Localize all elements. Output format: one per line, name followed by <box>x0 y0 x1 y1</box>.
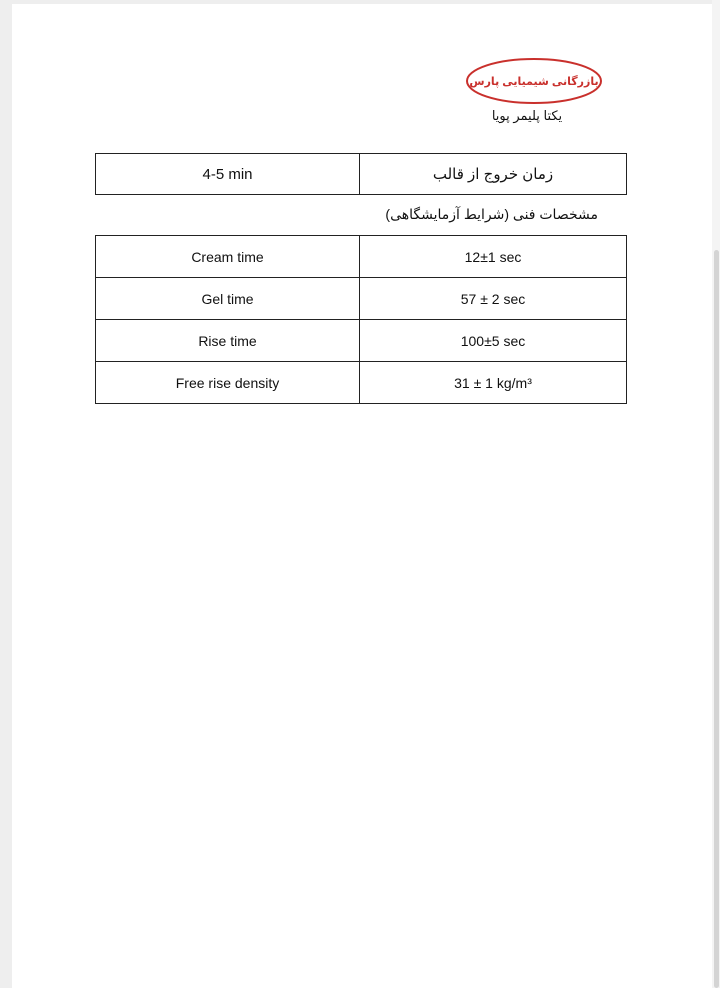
spec-label: Rise time <box>96 320 360 362</box>
document-page <box>12 4 712 988</box>
spec-label: Free rise density <box>96 362 360 404</box>
table-row <box>96 154 627 195</box>
specs-table <box>95 235 627 404</box>
spec-value: 31 ± 1 kg/m³ <box>360 362 627 404</box>
table-row <box>96 236 627 278</box>
spec-label: Gel time <box>96 278 360 320</box>
spec-label: Cream time <box>96 236 360 278</box>
table-row <box>96 362 627 404</box>
table-row <box>96 320 627 362</box>
specs-heading: مشخصات فنی (شرایط آزمایشگاهی) <box>385 206 598 222</box>
demolding-table <box>95 153 627 195</box>
company-name: یکتا پلیمر پویا <box>491 108 563 123</box>
company-stamp <box>465 57 603 105</box>
scrollbar-track[interactable] <box>712 0 720 988</box>
demolding-label: زمان خروج از قالب <box>360 154 627 195</box>
table-row <box>96 278 627 320</box>
spec-value: 12±1 sec <box>360 236 627 278</box>
spec-value: 100±5 sec <box>360 320 627 362</box>
scrollbar-thumb[interactable] <box>714 250 719 988</box>
spec-value: 57 ± 2 sec <box>360 278 627 320</box>
demolding-value: 4-5 min <box>96 154 360 195</box>
stamp-text: بازرگانی شیمیایی پارس <box>469 75 599 88</box>
